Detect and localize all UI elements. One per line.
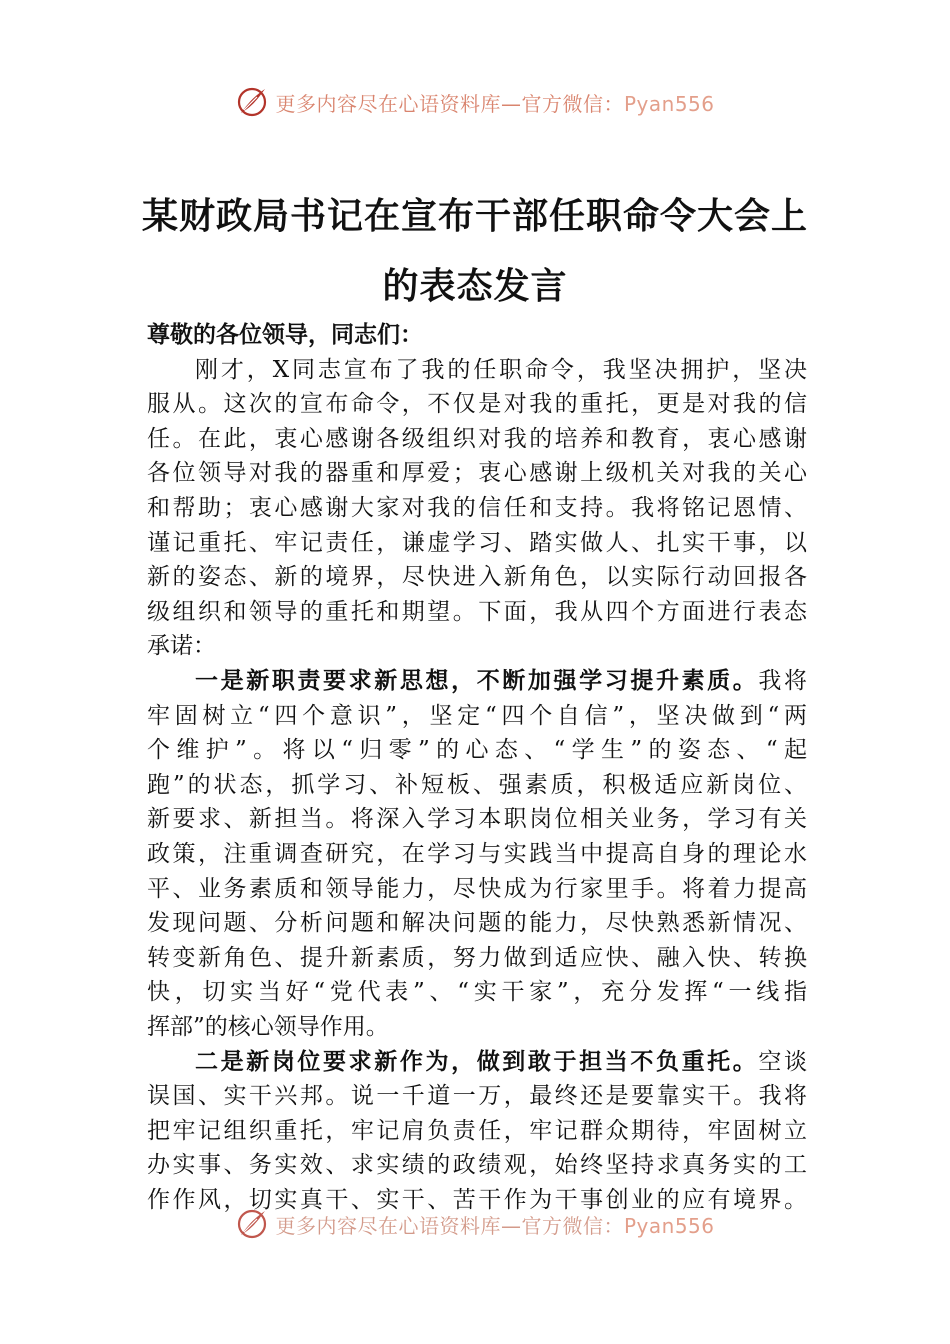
paragraph-2-line-4: 跑”的状态，抓学习、补短板、强素质，积极适应新岗位、 [147,771,807,798]
paragraph-3-line-1 [195,1045,807,1079]
paragraph-3-heading: 二是新岗位要求新作为，做到敢于担当不负重托。 [195,1047,759,1075]
paragraph-1-line-8: 级组织和领导的重托和期望。下面，我从四个方面进行表态 [147,598,807,625]
paragraph-2-line-6: 政策，注重调查研究，在学习与实践当中提高自身的理论水 [147,841,807,867]
paragraph-1-line-2: 服从。这次的宣布命令，不仅是对我的重托，更是对我的信 [147,391,807,418]
paragraph-1-line-5: 和帮助；衷心感谢大家对我的信任和支持。我将铭记恩情、 [147,495,807,521]
watermark-footer [0,1205,950,1241]
document-title-line-2: 的表态发言 [382,265,568,307]
paragraph-3-line-2: 误国、实干兴邦。说一千道一万，最终还是要靠实干。我将 [147,1083,807,1110]
paragraph-1-line-7: 新的姿态、新的境界，尽快进入新角色，以实际行动回报各 [147,564,807,591]
watermark-group [235,85,714,119]
paragraph-2-line-5: 新要求、新担当。将深入学习本职岗位相关业务，学习有关 [147,806,807,833]
paragraph-1-line-9: 承诺： [147,633,216,660]
quill-logo-icon [235,1207,269,1241]
paragraph-2-lead-tail: 我将 [758,668,807,694]
paragraph-2-line-10: 快，切实当好“党代表”、“实干家”，充分发挥“一线指 [147,979,807,1006]
paragraph-2-heading: 一是新职责要求新思想，不断加强学习提升素质。 [195,667,759,694]
paragraph-2-line-2: 牢固树立“四个意识”，坚定“四个自信”，坚决做到“两 [147,702,807,729]
paragraph-2-line-3: 个维护”。将以“归零”的心态、“学生”的姿态、“起 [147,737,807,764]
paragraph-3-line-4: 办实事、务实效、求实绩的政绩观，始终坚持求真务实的工 [147,1152,807,1179]
watermark-wechat-id: Pyan556 [623,91,715,116]
document-body [147,318,807,1218]
paragraph-2-line-7: 平、业务素质和领导能力，尽快成为行家里手。将着力提高 [147,875,807,902]
paragraph-3-line-5: 作作风，切实真干、实干、苦干作为干事创业的应有境界。 [147,1187,807,1213]
paragraph-2-line-11: 挥部”的核心领导作用。 [147,1014,389,1040]
paragraph-1-line-3: 任。在此，衷心感谢各级组织对我的培养和教育，衷心感谢 [147,425,807,452]
watermark-header [0,82,950,122]
paragraph-2-line-8: 发现问题、分析问题和解决问题的能力，尽快熟悉新情况、 [147,910,807,937]
paragraph-3-lead-tail: 空谈 [758,1048,807,1075]
paragraph-1-line-6: 谨记重托、牢记责任，谦虚学习、踏实做人、扎实干事，以 [147,529,807,556]
watermark-wechat-id: Pyan556 [623,1213,715,1238]
paragraph-1-line-1: 刚才，X同志宣布了我的任职命令，我坚决拥护，坚决 [195,356,807,383]
paragraph-1-line-4: 各位领导对我的器重和厚爱；衷心感谢上级机关对我的关心 [147,460,807,487]
paragraph-3-line-3: 把牢记组织重托，牢记肩负责任，牢记群众期待，牢固树立 [147,1117,807,1144]
document-title-line-1: 某财政局书记在宣布干部任职命令大会上 [141,195,808,237]
watermark-group [235,1207,714,1241]
watermark-text: 更多内容尽在心语资料库—官方微信：Pyan556 [275,1213,715,1238]
salutation: 尊敬的各位领导，同志们： [147,321,423,348]
paragraph-2-line-1 [195,664,807,698]
quill-logo-icon [235,85,269,119]
watermark-text: 更多内容尽在心语资料库—官方微信：Pyan556 [275,91,715,116]
paragraph-2-line-9: 转变新角色、提升新素质，努力做到适应快、融入快、转换 [147,944,807,971]
